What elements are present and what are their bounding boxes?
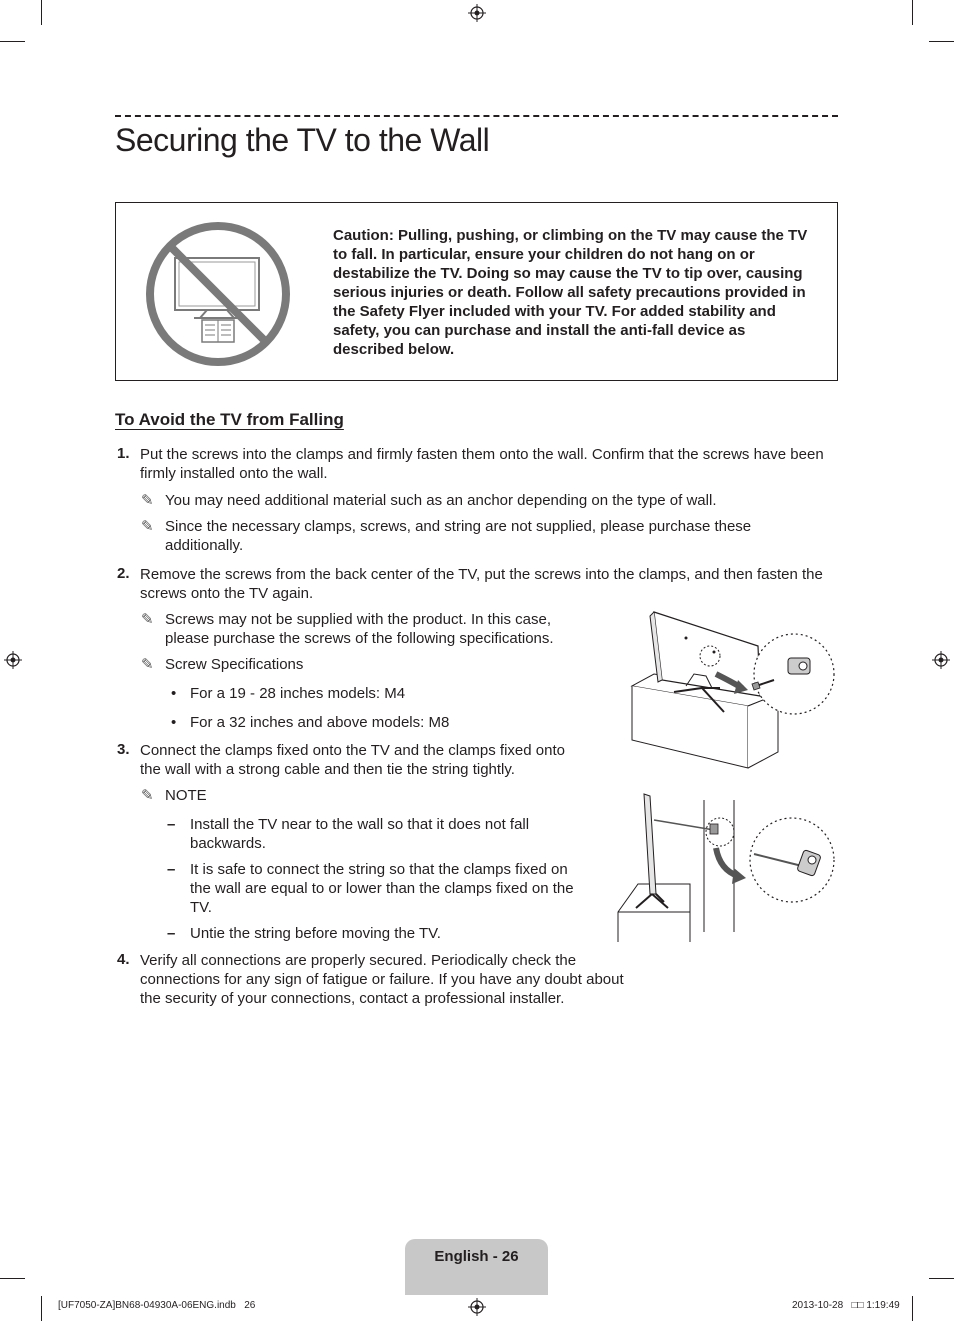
print-slug-left: [UF7050-ZA]BN68-04930A-06ENG.indb 26 xyxy=(58,1300,256,1311)
bullet-text: For a 32 inches and above models: M8 xyxy=(190,714,450,731)
note-icon: ✎ xyxy=(141,492,154,509)
tv-clamp-illustration xyxy=(628,608,838,770)
note-text: Screws may not be supplied with the product. In this case, please purchase the screws of the following specifications. xyxy=(165,611,554,647)
registration-mark-icon xyxy=(4,651,22,669)
crop-mark xyxy=(41,0,42,25)
wall-cable-illustration xyxy=(616,790,838,942)
bullet-icon: • xyxy=(171,685,177,702)
caution-text: Caution: Pulling, pushing, or climbing on the TV may cause the TV to fall. In particular, ensure your children do not hang on or destabilize the TV. Doing so may cause the TV to tip over, causing serious injuries or death. Follow all safety precautions provided in the Safety Flyer included with your TV. For added stability and safety, you can purchase and install the anti-fall device as described below. xyxy=(333,227,808,358)
registration-mark-icon xyxy=(468,4,486,22)
step-text: Connect the clamps fixed onto the TV and the clamps fixed onto the wall with a strong cable and then tie the string tightly. xyxy=(140,742,565,778)
dash-icon: – xyxy=(167,925,176,942)
dash-icon: – xyxy=(167,861,176,878)
step-number: 3. xyxy=(117,741,130,758)
title-divider xyxy=(115,115,838,117)
bullet-text: For a 19 - 28 inches models: M4 xyxy=(190,685,406,702)
crop-mark xyxy=(912,0,913,25)
note-icon: ✎ xyxy=(141,787,154,804)
crop-mark xyxy=(41,1296,42,1321)
page-title: Securing the TV to the Wall xyxy=(115,122,490,158)
print-slug-right: 2013-10-28 □□ 1:19:49 xyxy=(792,1300,900,1311)
caution-box xyxy=(115,202,838,381)
note-text: Since the necessary clamps, screws, and string are not supplied, please purchase these additionally. xyxy=(165,518,752,554)
crop-mark xyxy=(929,41,954,42)
registration-mark-icon xyxy=(932,651,950,669)
step-text: Remove the screws from the back center of the TV, put the screws into the clamps, and then fasten the screws onto the TV again. xyxy=(140,566,823,602)
crop-mark xyxy=(929,1278,954,1279)
dash-icon: – xyxy=(167,816,176,833)
page-number: English - 26 xyxy=(434,1248,519,1265)
note-icon: ✎ xyxy=(141,656,154,673)
note-text: Screw Specifications xyxy=(165,656,304,673)
step-text: Put the screws into the clamps and firmly fasten them onto the wall. Confirm that the screws have been firmly installed onto the wall. xyxy=(140,446,824,482)
step-text: Verify all connections are properly secured. Periodically check the connections for any sign of fatigue or failure. If you have any doubt about the security of your connections, contact a professional installer. xyxy=(140,952,624,1007)
page-number-tab xyxy=(405,1239,548,1295)
note-text: You may need additional material such as an anchor depending on the type of wall. xyxy=(165,492,717,509)
note-label: NOTE xyxy=(165,787,207,804)
note-icon: ✎ xyxy=(141,611,154,628)
bullet-icon: • xyxy=(171,714,177,731)
crop-mark xyxy=(912,1296,913,1321)
step-number: 2. xyxy=(117,565,130,582)
step-number: 4. xyxy=(117,951,130,968)
no-climbing-tv-icon xyxy=(144,220,292,368)
registration-mark-icon xyxy=(468,1298,486,1316)
crop-mark xyxy=(0,41,25,42)
dash-text: Untie the string before moving the TV. xyxy=(190,925,441,942)
dash-text: Install the TV near to the wall so that it does not fall backwards. xyxy=(190,816,530,852)
section-heading: To Avoid the TV from Falling xyxy=(115,410,344,429)
note-icon: ✎ xyxy=(141,518,154,535)
step-number: 1. xyxy=(117,445,130,462)
dash-text: It is safe to connect the string so that the clamps fixed on the wall are equal to or lower than the clamps fixed on the TV. xyxy=(190,861,574,916)
crop-mark xyxy=(0,1278,25,1279)
